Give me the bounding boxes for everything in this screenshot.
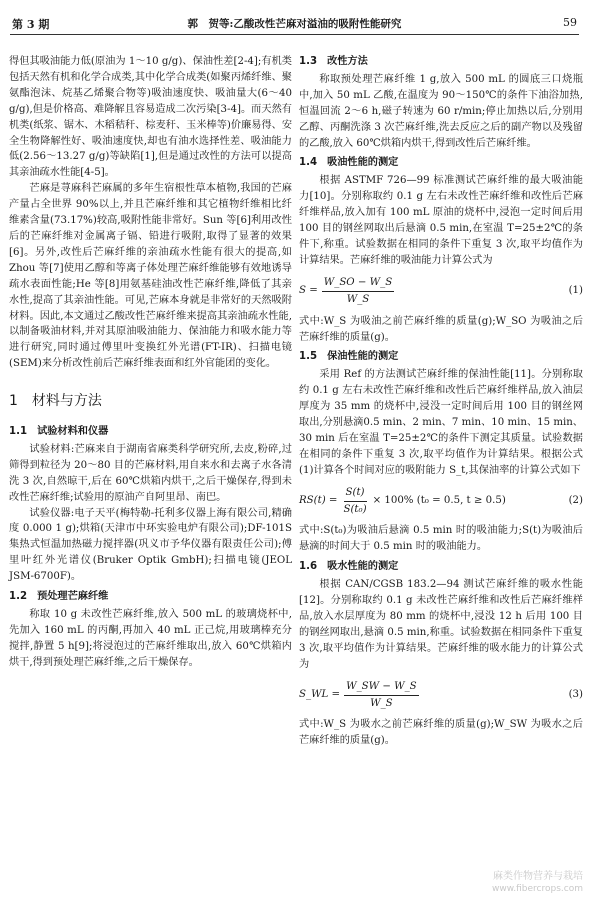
watermark	[492, 871, 583, 895]
equation-1	[299, 275, 583, 308]
instruments-paragraph: 试验仪器:电子天平(梅特勒-托利多仪器上海有限公司,精确度 0.000 1 g);烘箱(天津市中环实验电炉有限公司);DF-101S 集热式恒温加热磁力搅拌器(巩义市予华仪器有限责任公司);傅里叶红外光谱仪(Bruker Optik GmbH);扫描电镜(JEOL JSM-6700F)。	[9, 507, 292, 583]
section-heading	[9, 394, 292, 410]
fraction	[322, 275, 394, 308]
right-column	[299, 54, 583, 749]
equation-number: (3)	[568, 689, 583, 701]
equation-2-legend: 式中:S(t₀)为吸油后悬滴 0.5 min 时的吸油能力;S(t)为吸油后悬滴的时间大于 0.5 min 时的吸油能力。	[299, 525, 583, 553]
materials-paragraph: 试验材料:芒麻来自于湖南省麻类科学研究所,去皮,粉碎,过筛得到粒径为 20～80 目的芒麻材料,用自来水和去离子水各清洗 3 次,自然晾干,后在 60℃烘箱内烘干,之后干燥保存,得到未改性芒麻纤维;试验用的原油产自阿里昂、南巴。	[9, 443, 292, 503]
fraction	[341, 485, 368, 518]
subsection-heading	[299, 349, 583, 365]
section-number: 1	[9, 393, 18, 410]
water-sorption-paragraph: 根据 CAN/CGSB 183.2—94 测试芒麻纤维的吸水性能[12]。分别称取约 0.1 g 未改性芒麻纤维和改性后芒麻纤维样品,放入水层厚度为 80 mm 的烧杯中,浸没 12 h 后用 100 目的钢丝网取出,悬滴 0.5 min,称重。试验数据在相同条件下重复 3 次,取平均值作为计算结果。芒麻纤维的吸水能力的计算公式为	[299, 579, 583, 670]
equation-number: (2)	[568, 495, 583, 507]
fraction-denominator: W_S	[346, 293, 370, 305]
watermark-url: www.fibercrops.com	[492, 884, 583, 894]
subsection-number: 1.1	[9, 426, 28, 438]
subsection-title: 吸水性能的测定	[327, 561, 399, 573]
subsection-number: 1.3	[299, 56, 318, 67]
oil-sorption-paragraph: 根据 ASTMF 726—99 标准测试芒麻纤维的最大吸油能力[10]。分别称取约 0.1 g 左右未改性芒麻纤维和改性后芒麻纤维样品,放入加有 100 mL 原油的烧杯中,浸泡一定时间后用 100 目的钢丝网取出后悬滴 0.5 min,在室温 T=25±2℃的条件下,称重。试验数据在相同的条件下重复 3 次,取平均值作为计算结果。芒麻纤维的吸油能力计算公式为	[299, 175, 583, 266]
intro-paragraph-1: 得但其吸油能力低(原油为 1～10 g/g)、保油性差[2-4];有机类包括天然有机和化学合成类,其中化学合成类(如聚丙烯纤维、聚氨酯泡沫、烷基乙烯聚合物等)吸油速度快、吸油量大(6～40 g/g),但是价格高、难降解且容易造成二次污染[3-4]。而天然有机类(纸浆、锯木、木稻秸秆、棕麦秆、玉米棒等)价廉易得、安全生物降解性好、吸油速度快,却也有油水选择性差、吸油能力低(2.56～13.27 g/g)等缺陷[1],但是通过改性的方法可以提高其亲油疏水性能[4-5]。	[9, 56, 293, 179]
equation-lhs: S =	[299, 285, 318, 297]
modification-paragraph: 称取预处理芒麻纤维 1 g,放入 500 mL 的圆底三口烧瓶中,加入 50 mL 乙酸,在温度为 90～150℃的条件下油浴加热,恒温回流 2～6 h,磁子转速为 60 r/min;停止加热以后,分别用乙醇、丙酮洗涤 3 次芒麻纤维,洗去反应之后的副产物以及残留的乙酸,放入 60℃烘箱内烘干,得到改性后芒麻纤维。	[299, 73, 583, 149]
section-title: 材料与方法	[31, 393, 102, 410]
subsection-title: 吸油性能的测定	[327, 157, 399, 169]
equation-3-legend: 式中:W_S 为吸水之前芒麻纤维的质量(g);W_SW 为吸水之后芒麻纤维的质量(g)。	[299, 719, 583, 747]
equation-tail: × 100% (t₀ = 0.5, t ≥ 0.5)	[372, 495, 506, 507]
subsection-title: 预处理芒麻纤维	[37, 591, 109, 603]
equation-1-legend: 式中:W_S 为吸油之前芒麻纤维的质量(g);W_SO 为吸油之后芒麻纤维的质量(g)。	[299, 315, 583, 343]
subsection-number: 1.5	[299, 351, 318, 363]
equation-lhs: S_WL =	[299, 689, 341, 701]
subsection-number: 1.4	[299, 157, 318, 169]
equation-lhs: RS(t) =	[299, 495, 338, 507]
fraction-denominator: S(t₀)	[343, 503, 367, 515]
fraction	[344, 679, 419, 712]
equation-number: (1)	[568, 285, 583, 297]
watermark-line: 麻类作物营养与栽培	[493, 871, 583, 882]
fraction-denominator: W_S	[370, 697, 393, 709]
header-rule	[10, 34, 579, 35]
oil-retention-paragraph: 采用 Ref 的方法测试芒麻纤维的保油性能[11]。分别称取约 0.1 g 左右未改性芒麻纤维和改性后芒麻纤维样品,放入油层厚度为 35 mm 的烧杯中,浸没一定时间后用 100 目的钢丝网取出,分别悬滴0.5 min、2 min、7 min、10 min、15 min、30 min 后在室温 T=25±2℃的条件下测定其质量。试验数据在相同的条件下重复 3 次,取平均值作为计算结果。根据公式(1)计算各个时间对应的吸附能力 S_t,其保油率的计算公式如下	[299, 369, 583, 476]
subsection-title: 保油性能的测定	[327, 351, 399, 363]
subsection-heading	[299, 155, 583, 171]
issue-label: 第 3 期	[12, 18, 50, 31]
subsection-title: 试验材料和仪器	[37, 426, 109, 438]
page-number: 59	[563, 16, 577, 29]
fraction-numerator: W_SW − W_S	[344, 679, 419, 696]
subsection-heading	[9, 589, 292, 605]
page-header	[0, 0, 589, 34]
left-column	[9, 54, 292, 671]
fraction-numerator: S(t)	[344, 485, 367, 502]
subsection-number: 1.6	[299, 561, 318, 573]
subsection-number: 1.2	[9, 591, 28, 603]
fraction-numerator: W_SO − W_S	[322, 275, 394, 292]
subsection-heading	[9, 424, 292, 440]
equation-2	[299, 485, 583, 518]
equation-3	[299, 679, 583, 712]
intro-paragraph-2: 芒麻是荨麻科芒麻属的多年生宿根性草本植物,我国的芒麻产量占全世界 90%以上,并且芒麻纤维和其它植物纤维相比纤维素含量(73.17%)较高,吸附性能非常好。Sun 等[6]利用改性后的芒麻纤维对金属离子镉、铅进行吸附,取得了显著的效果[6]。另外,改性后芒麻纤维的亲油疏水性能有很大的提高,如 Zhou 等[7]使用乙醇和等离子体处理芒麻纤维能够有效地诱导疏水表面性能;He 等[8]用氨基硅油改性芒麻纤维,降低了其亲水性,提高了其亲油性能。可见,芒麻本身就是非常好的天然吸附材料。因此,本文通过乙酸改性芒麻纤维来提高其亲油疏水性能,以制备吸油材料,并对其原油吸油能力、保油能力和吸水能力等进行研究,同时通过傅里叶变换红外光谱(FT-IR)、扫描电镜(SEM)来分析改性前后芒麻纤维表面和红外官能团的变化。	[9, 183, 292, 370]
subsection-heading	[299, 559, 583, 575]
running-title: 郭 贺等:乙酸改性芒麻对溢油的吸附性能研究	[187, 18, 402, 30]
subsection-heading	[299, 54, 583, 70]
pretreatment-paragraph: 称取 10 g 未改性芒麻纤维,放入 500 mL 的玻璃烧杯中,先加入 160 mL 的丙酮,再加入 40 mL 正己烷,用玻璃棒充分搅拌,静置 5 h[9];将浸泡过的芒麻纤维取出,放入 60℃烘箱内烘干,得到预处理芒麻纤维,之后干燥保存。	[9, 609, 292, 668]
subsection-title: 改性方法	[327, 56, 368, 67]
